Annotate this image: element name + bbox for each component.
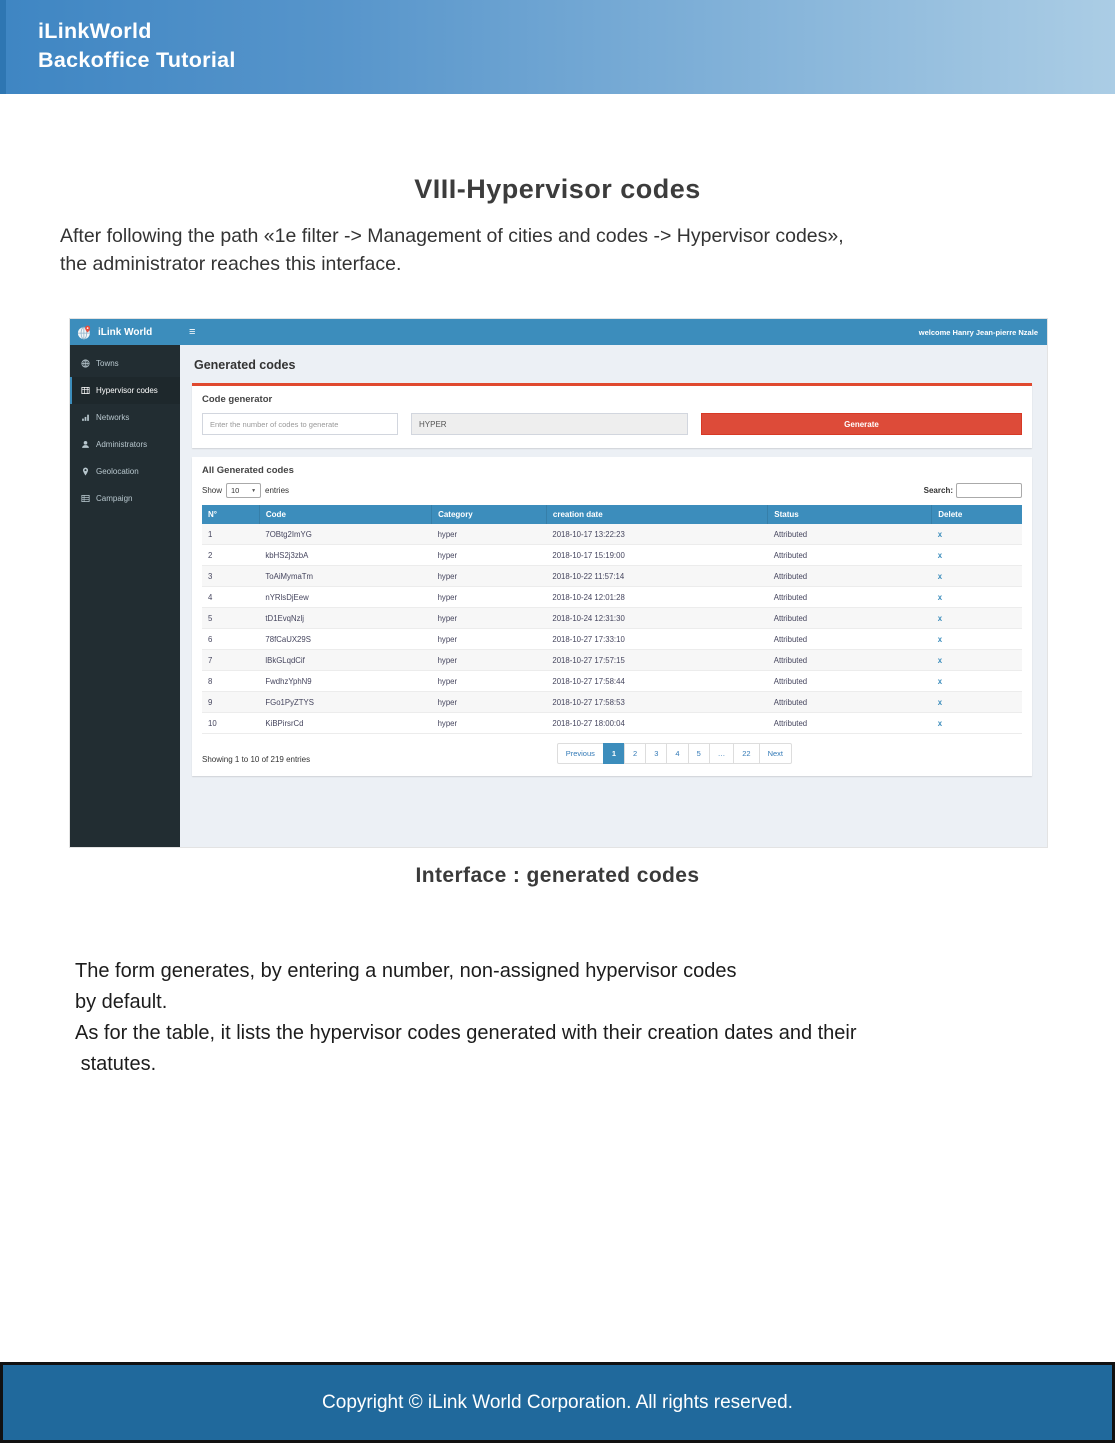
cell-category: hyper [432,566,547,587]
app-logo[interactable] [70,319,180,345]
sidebar-item-towns[interactable] [70,350,180,377]
table-icon [81,386,90,395]
cell-date: 2018-10-27 17:57:15 [546,650,767,671]
generate-button[interactable]: Generate [701,413,1022,435]
pagination-page-5[interactable]: 5 [688,743,710,764]
table-row [202,587,1022,608]
pagination-ellipsis: … [709,743,735,764]
header-brand: iLinkWorld [38,19,152,43]
col-header-delete[interactable]: Delete [932,505,1022,524]
code-generator-form [192,409,1032,448]
cell-code: KiBPirsrCd [259,713,431,734]
pagination-page-2[interactable]: 2 [624,743,646,764]
delete-row-button[interactable]: x [932,524,1022,545]
cell-code: ToAiMymaTm [259,566,431,587]
search-control [924,483,1022,498]
sidebar-item-networks[interactable] [70,404,180,431]
sidebar-item-label: Campaign [96,494,133,503]
document-footer [0,1362,1115,1443]
col-header-creation-date[interactable]: creation date [546,505,767,524]
col-header-status[interactable]: Status [768,505,932,524]
page-length-value: 10 [231,486,240,495]
cell-number: 2 [202,545,259,566]
table-row [202,608,1022,629]
cell-status: Attributed [768,566,932,587]
cell-code: 7OBtg2ImYG [259,524,431,545]
cell-category: hyper [432,629,547,650]
search-label: Search: [923,486,953,495]
body-line-1: The form generates, by entering a number, non-assigned hypervisor codes [75,960,737,982]
delete-row-button[interactable]: x [932,713,1022,734]
cell-status: Attributed [768,524,932,545]
cell-code: 78fCaUX29S [259,629,431,650]
cell-category: hyper [432,650,547,671]
cell-date: 2018-10-27 17:58:44 [546,671,767,692]
cell-number: 7 [202,650,259,671]
page-title: VIII-Hypervisor codes [414,174,701,204]
app-brand-text: iLink World [98,326,153,338]
delete-row-button[interactable]: x [932,629,1022,650]
sidebar-item-label: Towns [96,359,119,368]
table-controls [192,480,1032,505]
cell-code: tD1EvqNzlj [259,608,431,629]
show-label: Show [202,486,223,495]
delete-row-button[interactable]: x [932,608,1022,629]
sidebar-item-hypervisor-codes[interactable] [70,377,180,404]
cell-category: hyper [432,713,547,734]
pagination-page-4[interactable]: 4 [666,743,688,764]
table-row [202,671,1022,692]
col-header-code[interactable]: Code [259,505,431,524]
pagination-next[interactable]: Next [759,743,792,764]
cell-number: 10 [202,713,259,734]
cell-code: FwdhzYphN9 [259,671,431,692]
app-screenshot [70,319,1047,847]
map-marker-icon [81,467,90,476]
cell-date: 2018-10-27 18:00:04 [546,713,767,734]
body-line-3: As for the table, it lists the hypervisor codes generated with their creation dates and their [75,1022,857,1044]
table-header-row [202,505,1022,524]
pagination-page-22[interactable]: 22 [733,743,759,764]
cell-date: 2018-10-17 13:22:23 [546,524,767,545]
table-row [202,524,1022,545]
table-row [202,713,1022,734]
sidebar-item-label: Geolocation [96,467,139,476]
pagination-page-1[interactable]: 1 [603,743,625,764]
globe-icon [81,359,90,368]
delete-row-button[interactable]: x [932,587,1022,608]
table-row [202,566,1022,587]
cell-number: 4 [202,587,259,608]
cell-category: hyper [432,587,547,608]
table-row [202,650,1022,671]
cell-category: hyper [432,692,547,713]
show-entries-control [202,483,289,498]
table-footer [192,734,1032,764]
pagination-page-3[interactable]: 3 [645,743,667,764]
delete-row-button[interactable]: x [932,650,1022,671]
table-row [202,692,1022,713]
entries-summary: Showing 1 to 10 of 219 entries [202,755,311,764]
globe-pin-icon [77,325,92,340]
document-header [0,0,1115,94]
list-icon [81,494,90,503]
search-input[interactable] [956,483,1022,498]
cell-date: 2018-10-24 12:01:28 [546,587,767,608]
sidebar-item-campaign[interactable] [70,485,180,512]
cell-number: 8 [202,671,259,692]
generated-codes-title: All Generated codes [202,465,294,476]
cell-number: 6 [202,629,259,650]
cell-category: hyper [432,524,547,545]
codes-count-input[interactable] [202,413,398,435]
content-heading: Generated codes [194,358,296,372]
app-body [70,345,1047,847]
app-navbar [70,319,1047,345]
cell-status: Attributed [768,545,932,566]
table-row [202,545,1022,566]
pagination [558,743,792,764]
cell-code: kbHS2j3zbA [259,545,431,566]
code-generator-box [192,383,1032,448]
intro-line-2: the administrator reaches this interface. [60,253,402,275]
cell-status: Attributed [768,671,932,692]
sidebar-item-geolocation[interactable] [70,458,180,485]
body-line-2: by default. [75,991,168,1013]
sidebar-item-label: Administrators [96,440,148,449]
delete-row-button[interactable]: x [932,545,1022,566]
cell-category: hyper [432,671,547,692]
intro-paragraph [60,222,1075,278]
app-sidebar [70,345,180,847]
cell-code: lBkGLqdCif [259,650,431,671]
cell-code: FGo1PyZTYS [259,692,431,713]
sidebar-item-administrators[interactable] [70,431,180,458]
entries-label: entries [265,486,290,495]
cell-number: 5 [202,608,259,629]
sidebar-item-label: Networks [96,413,130,422]
signal-bars-icon [81,413,90,422]
cell-code: nYRlsDjEew [259,587,431,608]
category-field[interactable] [411,413,688,435]
cell-date: 2018-10-27 17:33:10 [546,629,767,650]
generated-codes-table [202,505,1022,734]
cell-date: 2018-10-17 15:19:00 [546,545,767,566]
cell-date: 2018-10-27 17:58:53 [546,692,767,713]
col-header-category[interactable]: Category [432,505,547,524]
col-header-number[interactable]: N° [202,505,259,524]
cell-number: 1 [202,524,259,545]
generated-codes-box [192,457,1032,776]
intro-line-1: After following the path «1e filter -> Management of cities and codes -> Hypervisor codes», [60,225,844,247]
delete-row-button[interactable]: x [932,566,1022,587]
welcome-user-text[interactable]: welcome Hanry Jean-pierre Nzale [918,327,1038,337]
chevron-down-icon: ▼ [251,487,257,494]
cell-category: hyper [432,608,547,629]
cell-number: 3 [202,566,259,587]
app-navbar-main [180,319,1047,345]
delete-row-button[interactable]: x [932,692,1022,713]
cell-status: Attributed [768,608,932,629]
cell-status: Attributed [768,692,932,713]
cell-status: Attributed [768,629,932,650]
cell-status: Attributed [768,713,932,734]
code-generator-title: Code generator [202,394,273,405]
page-length-select[interactable] [226,483,261,498]
pagination-previous[interactable]: Previous [557,743,604,764]
copyright-text: Copyright © iLink World Corporation. All rights reserved. [322,1391,793,1413]
sidebar-item-label: Hypervisor codes [96,386,158,395]
body-paragraph [75,956,1055,1080]
body-line-4: statutes. [75,1053,157,1075]
app-content [180,345,1047,847]
header-subtitle: Backoffice Tutorial [38,48,236,72]
cell-date: 2018-10-22 11:57:14 [546,566,767,587]
table-row [202,629,1022,650]
screenshot-caption: Interface : generated codes [415,864,700,887]
cell-number: 9 [202,692,259,713]
cell-status: Attributed [768,650,932,671]
user-icon [81,440,90,449]
cell-category: hyper [432,545,547,566]
sidebar-toggle-icon[interactable]: ≡ [189,326,196,338]
delete-row-button[interactable]: x [932,671,1022,692]
cell-status: Attributed [768,587,932,608]
cell-date: 2018-10-24 12:31:30 [546,608,767,629]
